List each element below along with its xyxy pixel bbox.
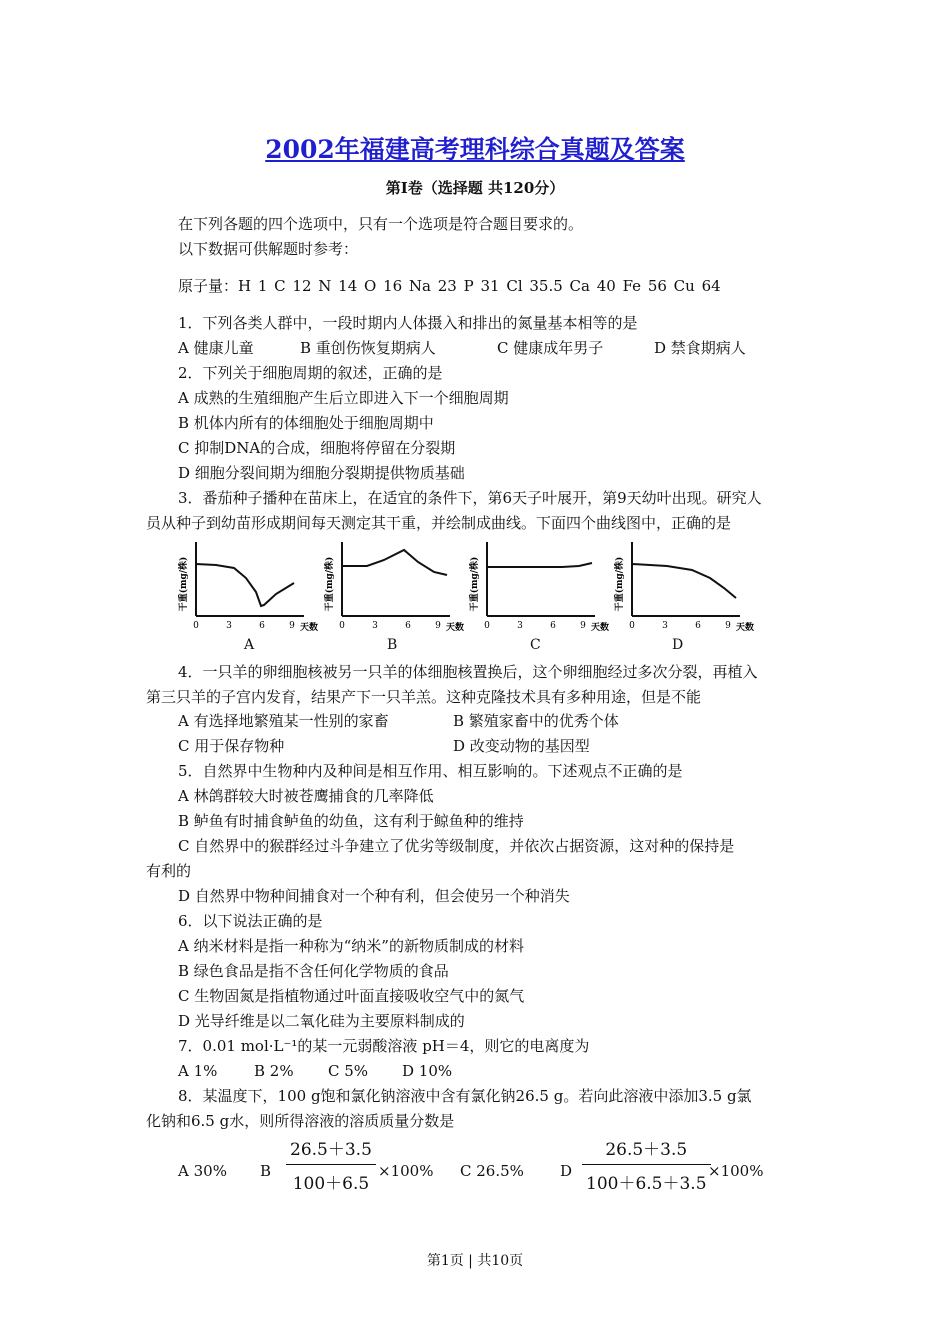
intro-line: 以下数据可供解题时参考：: [178, 240, 359, 258]
q8-option-d-suffix: ×100%: [708, 1162, 764, 1180]
q6-stem: 6．以下说法正确的是: [178, 912, 323, 930]
atomic-mass-line: 原子量：H 1 C 12 N 14 O 16 Na 23 P 31 Cl 35.5 Ca 40 Fe 56 Cu 64: [178, 277, 721, 295]
q4-option-d: D 改变动物的基因型: [453, 737, 590, 755]
q8-option-d-label: D: [560, 1162, 573, 1180]
graph-x-label: 天数: [590, 623, 610, 633]
svg-text:6: 6: [405, 621, 411, 631]
q1-option-b: B 重创伤恢复期病人: [300, 339, 436, 357]
q4-option-b: B 繁殖家畜中的优秀个体: [453, 712, 619, 730]
svg-text:9: 9: [289, 621, 295, 631]
q3-graph-label-b: B: [387, 637, 398, 653]
q3-graph-label-c: C: [530, 637, 541, 653]
graph-y-label: 干重(mg/株): [615, 556, 625, 612]
graph-y-label: 干重(mg/株): [179, 556, 189, 612]
svg-text:3: 3: [662, 621, 668, 631]
graph-x-label: 天数: [445, 623, 465, 633]
q5-option-b: B 鲈鱼有时捕食鲈鱼的幼鱼，这有利于鲸鱼种的维持: [178, 812, 524, 830]
page-footer: 第1页 | 共10页: [426, 1253, 524, 1269]
q3-graph-b: [322, 536, 472, 636]
q8-option-b-suffix: ×100%: [378, 1162, 434, 1180]
graph-x-label: 天数: [735, 623, 755, 633]
svg-text:9: 9: [435, 621, 441, 631]
q6-option-d: D 光导纤维是以二氧化硅为主要原料制成的: [178, 1012, 465, 1030]
graph-x-label: 天数: [299, 623, 319, 633]
q1-option-d: D 禁食期病人: [654, 339, 746, 357]
svg-text:6: 6: [259, 621, 265, 631]
svg-text:3: 3: [372, 621, 378, 631]
q3-graph-d: [612, 536, 762, 636]
q5-option-a: A 林鸽群较大时被苍鹰捕食的几率降低: [178, 787, 434, 805]
q3-graph-c: [467, 536, 617, 636]
q3-graph-label-a: A: [244, 637, 255, 653]
svg-text:0: 0: [484, 621, 490, 631]
q3-graph-label-d: D: [672, 637, 684, 653]
graph-y-label: 干重(mg/株): [325, 556, 335, 612]
svg-text:3: 3: [226, 621, 232, 631]
q8-option-b-label: B: [260, 1162, 272, 1180]
q5-option-d: D 自然界中物种间捕食对一个种有利，但会使另一个种消失: [178, 887, 570, 905]
svg-text:0: 0: [193, 621, 199, 631]
q7-stem: 7．0.01 mol·L⁻¹的某一元弱酸溶液 pH＝4，则它的电离度为: [178, 1037, 590, 1055]
q6-option-a: A 纳米材料是指一种称为“纳米”的新物质制成的材料: [178, 937, 524, 955]
fraction-denominator: 100＋6.5: [292, 1174, 370, 1194]
q7-option-a: A 1%: [178, 1062, 218, 1080]
q4-option-c: C 用于保存物种: [178, 737, 285, 755]
q5-stem: 5．自然界中生物种内及种间是相互作用、相互影响的。下述观点不正确的是: [178, 762, 683, 780]
q1-stem: 1．下列各类人群中，一段时期内人体摄入和排出的氮量基本相等的是: [178, 314, 638, 332]
q2-option-b: B 机体内所有的体细胞处于细胞周期中: [178, 414, 434, 432]
page-title[interactable]: 2002年福建高考理科综合真题及答案: [265, 135, 685, 164]
svg-text:9: 9: [725, 621, 731, 631]
svg-text:0: 0: [339, 621, 345, 631]
fraction-numerator: 26.5＋3.5: [286, 1135, 376, 1165]
q3-graph-a: [176, 536, 326, 636]
q1-option-a: A 健康儿童: [178, 339, 254, 357]
q8-stem: 8．某温度下，100 g饱和氯化钠溶液中含有氯化钠26.5 g。若向此溶液中添加3.5 g氯: [178, 1087, 752, 1105]
intro-line: 在下列各题的四个选项中，只有一个选项是符合题目要求的。: [178, 215, 584, 233]
q8-option-d-fraction: [582, 1135, 711, 1194]
q2-option-c: C 抑制DNA的合成，细胞将停留在分裂期: [178, 439, 456, 457]
svg-text:6: 6: [550, 621, 556, 631]
q8-option-b-fraction: [286, 1135, 376, 1194]
q6-option-b: B 绿色食品是指不含任何化学物质的食品: [178, 962, 449, 980]
q2-option-d: D 细胞分裂间期为细胞分裂期提供物质基础: [178, 464, 465, 482]
q7-option-b: B 2%: [254, 1062, 294, 1080]
fraction-numerator: 26.5＋3.5: [582, 1135, 711, 1165]
fraction-denominator: 100＋6.5＋3.5: [586, 1174, 707, 1194]
q5-option-c: C 自然界中的猴群经过斗争建立了优劣等级制度，并依次占据资源，这对种的保持是: [178, 837, 735, 855]
q8-option-a: A 30%: [178, 1162, 227, 1180]
q3-stem: 员从种子到幼苗形成期间每天测定其干重，并绘制成曲线。下面四个曲线图中，正确的是: [146, 514, 732, 532]
q8-option-c: C 26.5%: [460, 1162, 524, 1180]
q4-stem: 第三只羊的子宫内发育，结果产下一只羊羔。这种克隆技术具有多种用途，但是不能: [146, 688, 702, 706]
q2-stem: 2．下列关于细胞周期的叙述，正确的是: [178, 364, 443, 382]
q8-stem: 化钠和6.5 g水，则所得溶液的溶质质量分数是: [146, 1112, 455, 1130]
svg-text:6: 6: [695, 621, 701, 631]
svg-text:0: 0: [629, 621, 635, 631]
q3-stem: 3．番茄种子播种在苗床上，在适宜的条件下，第6天子叶展开，第9天幼叶出现。研究人: [178, 489, 762, 507]
q4-option-a: A 有选择地繁殖某一性别的家畜: [178, 712, 389, 730]
q7-option-d: D 10%: [402, 1062, 453, 1080]
q5-option-c-cont: 有利的: [146, 862, 192, 880]
svg-text:3: 3: [517, 621, 523, 631]
q1-option-c: C 健康成年男子: [497, 339, 604, 357]
svg-text:9: 9: [580, 621, 586, 631]
q6-option-c: C 生物固氮是指植物通过叶面直接吸收空气中的氮气: [178, 987, 525, 1005]
q4-stem: 4．一只羊的卵细胞核被另一只羊的体细胞核置换后，这个卵细胞经过多次分裂，再植入: [178, 663, 758, 681]
q2-option-a: A 成熟的生殖细胞产生后立即进入下一个细胞周期: [178, 389, 509, 407]
section-subtitle: 第Ⅰ卷（选择题 共120分）: [385, 179, 565, 197]
graph-y-label: 干重(mg/株): [470, 556, 480, 612]
q7-option-c: C 5%: [328, 1062, 369, 1080]
